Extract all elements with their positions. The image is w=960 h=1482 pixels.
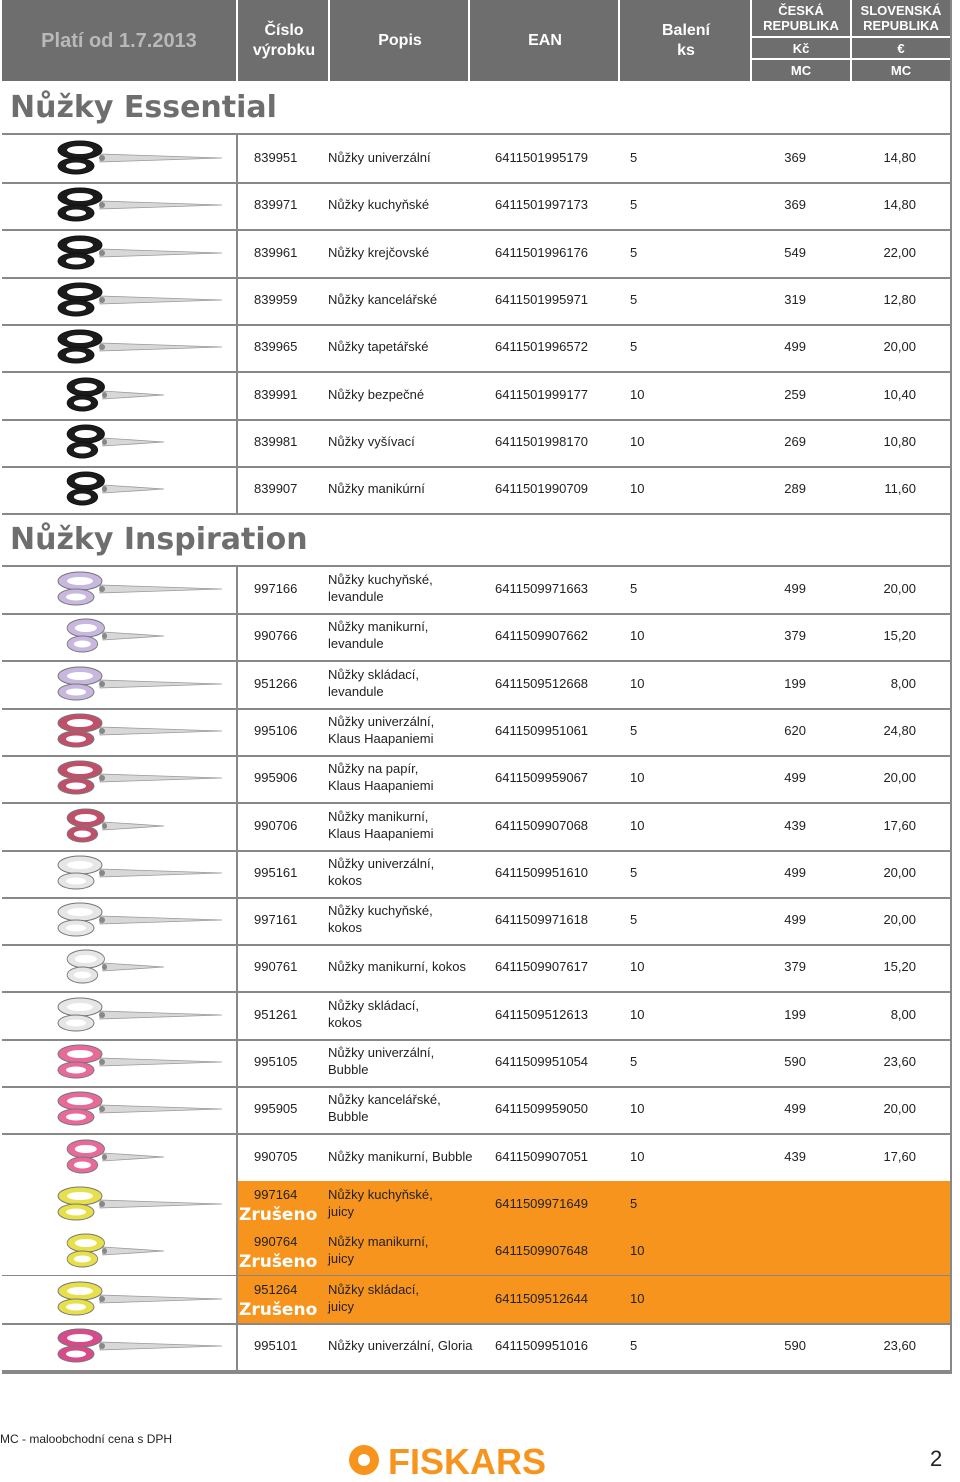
price-eur: 8,00 xyxy=(890,675,916,691)
cancelled-label: Zrušeno xyxy=(239,1204,318,1225)
floral-scissors-icon xyxy=(2,1323,238,1370)
white-scissors-small-icon xyxy=(2,944,238,991)
product-description-variant: Bubble xyxy=(328,1109,369,1125)
price-czk: 549 xyxy=(784,244,806,260)
price-czk: 499 xyxy=(784,864,806,880)
product-description: Nůžky manikurní, kokos xyxy=(328,959,466,975)
ean-code: 6411509907068 xyxy=(495,817,589,833)
ean-code: 6411509512644 xyxy=(495,1290,589,1306)
product-description: Nůžky kuchyňské, xyxy=(328,903,433,919)
column-header-czech-price: ČESKÁ REPUBLIKA Kč MC xyxy=(750,0,850,81)
table-row xyxy=(2,897,950,946)
table-row xyxy=(2,755,950,804)
valid-from-label: Platí od 1.7.2013 xyxy=(41,29,197,52)
footer-note: MC - maloobchodní cena s DPH xyxy=(0,1432,173,1446)
product-description-variant: juicy xyxy=(328,1298,355,1314)
price-eur: 14,80 xyxy=(883,150,916,165)
table-row xyxy=(2,1276,950,1325)
ean-code: 6411509971618 xyxy=(495,912,589,928)
ean-code: 6411509951054 xyxy=(495,1054,589,1069)
bubble-scissors-icon xyxy=(2,1039,238,1086)
ean-code: 6411509959067 xyxy=(495,770,589,786)
ean-code: 6411509907617 xyxy=(495,959,589,975)
black-scissors-icon xyxy=(2,277,238,324)
ean-code: 6411501998170 xyxy=(495,433,589,449)
table-row xyxy=(2,708,950,757)
table-row xyxy=(2,277,950,326)
table-row xyxy=(2,230,950,279)
product-description-variant: levandule xyxy=(328,636,384,652)
ean-code: 6411501995971 xyxy=(495,291,589,307)
ean-code: 6411509959050 xyxy=(495,1101,589,1117)
price-eur: 17,60 xyxy=(883,817,916,833)
pack-quantity: 10 xyxy=(630,675,645,691)
price-czk: 499 xyxy=(784,1101,806,1117)
lavender-folding-scissors-icon xyxy=(2,661,238,708)
product-code: 839965 xyxy=(254,339,298,355)
patterned-scissors-icon xyxy=(2,755,238,802)
product-code: 990706 xyxy=(254,817,298,833)
product-code: 995906 xyxy=(254,770,298,786)
ean-code: 6411509512613 xyxy=(495,1006,589,1022)
product-description: Nůžky krejčovské xyxy=(328,244,430,260)
lavender-scissors-small-icon xyxy=(2,613,238,660)
black-scissors-large-icon xyxy=(2,182,238,229)
table-row xyxy=(2,944,950,993)
pack-quantity: 10 xyxy=(630,433,645,449)
cancelled-label: Zrušeno xyxy=(239,1299,318,1320)
column-header-code: Číslo výrobku xyxy=(236,0,330,81)
ean-code: 6411509907648 xyxy=(495,1243,589,1259)
table-row xyxy=(2,566,950,615)
black-scissors-large-icon xyxy=(2,324,238,371)
product-description: Nůžky skládací, xyxy=(328,1281,420,1297)
product-code: 995161 xyxy=(254,864,298,880)
black-scissors-small-icon xyxy=(2,466,238,513)
price-eur: 20,00 xyxy=(883,912,916,928)
product-description: Nůžky kancelářské xyxy=(328,291,438,307)
table-row xyxy=(2,1086,950,1135)
product-description-variant: Klaus Haapaniemi xyxy=(328,730,434,746)
pack-quantity: 5 xyxy=(630,150,638,165)
price-eur: 20,00 xyxy=(883,1101,916,1117)
pack-quantity: 5 xyxy=(630,864,638,880)
product-description: Nůžky univerzální, xyxy=(328,713,435,729)
patterned-scissors-icon xyxy=(2,708,238,755)
pack-quantity: 5 xyxy=(630,1337,638,1353)
pack-quantity: 5 xyxy=(630,722,638,738)
product-description: Nůžky manikúrní xyxy=(328,481,425,497)
product-description-variant: kokos xyxy=(328,1014,362,1030)
pack-quantity: 5 xyxy=(630,291,638,307)
ean-code: 6411501995179 xyxy=(495,150,589,165)
product-code: 839961 xyxy=(254,244,298,260)
product-description: Nůžky kuchyňské, xyxy=(328,1186,433,1202)
product-code: 990705 xyxy=(254,1148,298,1164)
price-czk: 590 xyxy=(784,1337,806,1353)
product-description: Nůžky manikurní, xyxy=(328,1234,429,1250)
product-code: 839971 xyxy=(254,197,298,213)
pack-quantity: 10 xyxy=(630,770,645,786)
price-czk: 379 xyxy=(784,628,806,644)
pack-quantity: 10 xyxy=(630,481,645,497)
table-row xyxy=(2,850,950,899)
price-eur: 23,60 xyxy=(883,1054,916,1069)
ean-code: 6411509907662 xyxy=(495,628,589,644)
product-description-variant: kokos xyxy=(328,872,362,888)
ean-code: 6411509512668 xyxy=(495,675,589,691)
table-header xyxy=(2,0,950,81)
price-eur: 22,00 xyxy=(883,244,916,260)
table-row xyxy=(2,1228,950,1277)
product-description-variant: Klaus Haapaniemi xyxy=(328,825,434,841)
pack-quantity: 5 xyxy=(630,581,638,596)
product-description-variant: levandule xyxy=(328,683,384,699)
product-description: Nůžky kuchyňské, xyxy=(328,572,433,587)
product-code: 839951 xyxy=(254,150,298,165)
pack-quantity: 10 xyxy=(630,628,645,644)
product-description-variant: Bubble xyxy=(328,1062,369,1077)
table-row xyxy=(2,1039,950,1088)
product-description: Nůžky skládací, xyxy=(328,997,420,1013)
ean-code: 6411509951610 xyxy=(495,864,589,880)
white-scissors-icon xyxy=(2,897,238,944)
price-eur: 10,40 xyxy=(883,386,916,402)
ean-code: 6411509971663 xyxy=(495,581,589,596)
column-header-slovak-price: SLOVENSKÁ REPUBLIKA € MC xyxy=(850,0,950,81)
ean-code: 6411501997173 xyxy=(495,197,589,213)
table-row xyxy=(2,182,950,231)
pack-quantity: 10 xyxy=(630,959,645,975)
section-inspiration xyxy=(2,515,950,567)
product-description-variant: levandule xyxy=(328,589,384,604)
price-czk: 439 xyxy=(784,817,806,833)
cancelled-label: Zrušeno xyxy=(239,1252,318,1273)
pack-quantity: 10 xyxy=(630,817,645,833)
white-folding-scissors-icon xyxy=(2,992,238,1039)
bubble-scissors-small-icon xyxy=(2,1134,238,1181)
table-row xyxy=(2,1323,950,1372)
patterned-scissors-small-icon xyxy=(2,803,238,850)
product-code: 995105 xyxy=(254,1054,298,1069)
price-czk: 199 xyxy=(784,1006,806,1022)
price-eur: 20,00 xyxy=(883,339,916,355)
product-description: Nůžky kuchyňské xyxy=(328,197,430,213)
price-eur: 11,60 xyxy=(884,481,916,497)
price-czk: 319 xyxy=(784,291,806,307)
price-czk: 369 xyxy=(784,150,806,165)
product-description-variant: kokos xyxy=(328,920,362,936)
price-czk: 379 xyxy=(784,959,806,975)
lavender-scissors-icon xyxy=(2,566,238,613)
product-description: Nůžky vyšívací xyxy=(328,433,415,449)
column-header-description: Popis xyxy=(328,0,470,81)
ean-code: 6411501996176 xyxy=(495,244,589,260)
price-czk: 439 xyxy=(784,1148,806,1164)
table-row xyxy=(2,661,950,710)
price-eur: 10,80 xyxy=(883,433,916,449)
column-header-ean: EAN xyxy=(468,0,620,81)
product-code: 839907 xyxy=(254,481,298,497)
product-description: Nůžky univerzální, Gloria xyxy=(328,1337,473,1353)
pack-quantity: 10 xyxy=(630,1148,645,1164)
product-description: Nůžky kancelářské, xyxy=(328,1092,441,1108)
product-code: 997164 xyxy=(254,1186,298,1202)
table-row xyxy=(2,324,950,373)
price-eur: 20,00 xyxy=(883,581,916,596)
price-eur: 8,00 xyxy=(890,1006,916,1022)
svg-text:FISKARS: FISKARS xyxy=(388,1441,547,1482)
product-description: Nůžky univerzální xyxy=(328,150,431,165)
table-row xyxy=(2,613,950,662)
ean-code: 6411509971649 xyxy=(495,1195,589,1211)
pack-quantity: 5 xyxy=(630,197,638,213)
product-code: 839981 xyxy=(254,433,298,449)
product-description: Nůžky manikurní, xyxy=(328,808,429,824)
price-eur: 20,00 xyxy=(883,864,916,880)
product-description: Nůžky manikurní, Bubble xyxy=(328,1148,473,1164)
product-description: Nůžky tapetářské xyxy=(328,339,429,355)
product-description: Nůžky bezpečné xyxy=(328,386,425,402)
price-eur: 12,80 xyxy=(883,291,916,307)
price-czk: 259 xyxy=(784,386,806,402)
product-description: Nůžky univerzální, xyxy=(328,855,435,871)
pack-quantity: 5 xyxy=(630,1195,638,1211)
product-description-variant: juicy xyxy=(328,1203,355,1219)
page-number: 2 xyxy=(930,1446,943,1471)
pack-quantity: 10 xyxy=(630,386,645,402)
ean-code: 6411509951016 xyxy=(495,1337,589,1353)
section-title-inspiration: Nůžky Inspiration xyxy=(10,522,308,557)
price-czk: 590 xyxy=(784,1054,806,1069)
ean-code: 6411501999177 xyxy=(495,386,589,402)
table-row xyxy=(2,803,950,852)
table-row xyxy=(2,419,950,468)
product-code: 990766 xyxy=(254,628,298,644)
ean-code: 6411501996572 xyxy=(495,339,589,355)
price-eur: 23,60 xyxy=(883,1337,916,1353)
price-czk: 199 xyxy=(784,675,806,691)
price-czk: 269 xyxy=(784,433,806,449)
pack-quantity: 5 xyxy=(630,339,638,355)
ean-code: 6411509907051 xyxy=(495,1148,589,1164)
yellow-folding-scissors-icon xyxy=(2,1276,238,1323)
product-code: 997161 xyxy=(254,912,298,928)
black-scissors-large-icon xyxy=(2,230,238,277)
bubble-scissors-icon xyxy=(2,1086,238,1133)
price-eur: 20,00 xyxy=(883,770,916,786)
product-code: 990761 xyxy=(254,959,298,975)
product-code: 951261 xyxy=(254,1006,298,1022)
ean-code: 6411509951061 xyxy=(495,722,589,738)
section-essential xyxy=(2,81,950,135)
price-czk: 620 xyxy=(784,722,806,738)
pack-quantity: 5 xyxy=(630,244,638,260)
table-row xyxy=(2,466,950,515)
product-description: Nůžky manikurní, xyxy=(328,619,429,635)
pack-quantity: 10 xyxy=(630,1290,645,1306)
pack-quantity: 10 xyxy=(630,1101,645,1117)
black-scissors-small-icon xyxy=(2,419,238,466)
price-czk: 369 xyxy=(784,197,806,213)
price-eur: 17,60 xyxy=(883,1148,916,1164)
table-row xyxy=(2,1134,950,1183)
product-description-variant: Klaus Haapaniemi xyxy=(328,778,434,794)
pack-quantity: 5 xyxy=(630,912,638,928)
price-czk: 499 xyxy=(784,339,806,355)
pack-quantity: 5 xyxy=(630,1054,638,1069)
price-czk: 499 xyxy=(784,912,806,928)
product-code: 995101 xyxy=(254,1337,298,1353)
table-row xyxy=(2,992,950,1041)
price-czk: 499 xyxy=(784,770,806,786)
price-eur: 24,80 xyxy=(883,722,916,738)
product-description: Nůžky skládací, xyxy=(328,666,420,682)
price-czk: 499 xyxy=(784,581,806,596)
price-eur: 15,20 xyxy=(883,628,916,644)
table-row xyxy=(2,135,950,184)
price-eur: 14,80 xyxy=(883,197,916,213)
price-czk: 289 xyxy=(784,481,806,497)
table-row xyxy=(2,1181,950,1230)
black-scissors-small-icon xyxy=(2,372,238,419)
white-scissors-icon xyxy=(2,850,238,897)
fiskars-logo xyxy=(342,1440,622,1482)
pack-quantity: 10 xyxy=(630,1006,645,1022)
price-eur: 15,20 xyxy=(883,959,916,975)
product-code: 951266 xyxy=(254,675,298,691)
product-code: 839991 xyxy=(254,386,298,402)
ean-code: 6411501990709 xyxy=(495,481,589,497)
yellow-scissors-icon xyxy=(2,1181,238,1228)
product-code: 990764 xyxy=(254,1234,298,1250)
product-description: Nůžky univerzální, xyxy=(328,1045,435,1060)
section-title-essential: Nůžky Essential xyxy=(10,90,277,125)
product-code: 995905 xyxy=(254,1101,298,1117)
product-code: 839959 xyxy=(254,291,298,307)
product-code: 997166 xyxy=(254,581,298,596)
pack-quantity: 10 xyxy=(630,1243,645,1259)
product-description-variant: juicy xyxy=(328,1251,355,1267)
yellow-scissors-small-icon xyxy=(2,1228,238,1275)
column-header-pack: Balení ks xyxy=(618,0,752,81)
black-scissors-large-icon xyxy=(2,135,238,182)
product-code: 995106 xyxy=(254,722,298,738)
table-row xyxy=(2,372,950,421)
product-description: Nůžky na papír, xyxy=(328,761,419,777)
product-code: 951264 xyxy=(254,1281,298,1297)
